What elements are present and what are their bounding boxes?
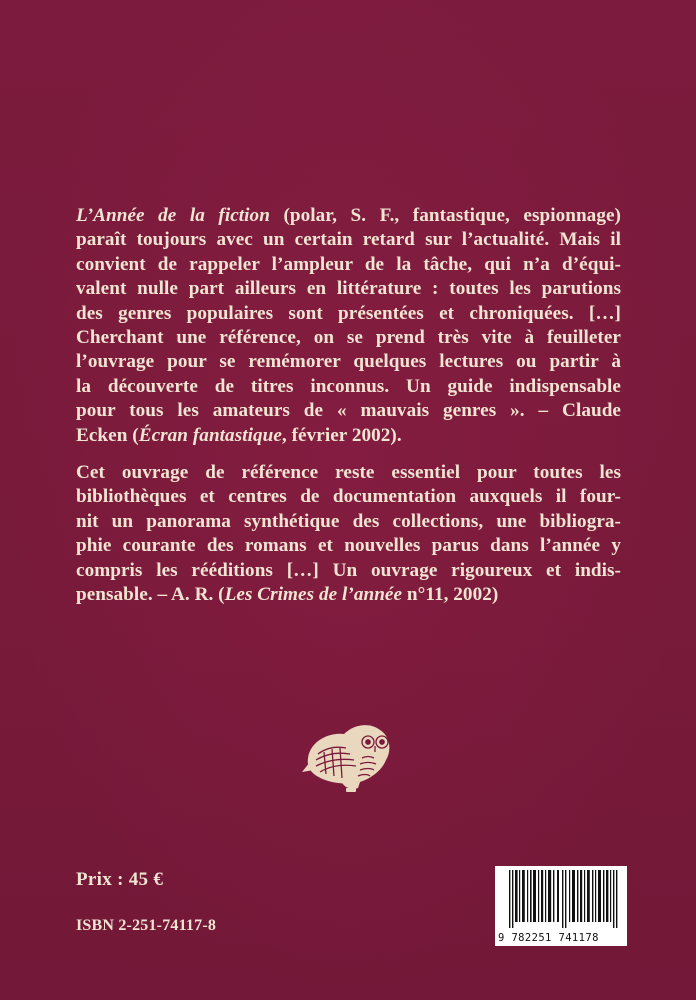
owl-icon <box>300 712 396 796</box>
review2-line: phie courante des romans et nouvelles parus dans l’année y <box>76 535 621 557</box>
review2-attribution: pensable. – A. R. (Les Crimes de l’année n°11, 2002) <box>76 584 499 606</box>
source-title: Les Crimes de l’année <box>224 584 403 606</box>
review1-line: l’ouvrage pour se remémorer quelques lectures ou partir à <box>76 351 621 373</box>
review1-line: L’Année de la fiction (polar, S. F., fantastique, espionnage) <box>76 205 621 226</box>
review2-line: compris les rééditions […] Un ouvrage rigoureux et indis- <box>76 559 621 581</box>
review-quote-crimes-de-l-annee <box>76 461 621 607</box>
review1-line: des genres populaires sont présentées et chroniquées. […] <box>76 302 621 324</box>
isbn-label: ISBN 2-251-74117-8 <box>76 917 217 934</box>
review1-line: paraît toujours avec un certain retard sur l’actualité. Mais il <box>76 229 621 251</box>
price-label: Prix : 45 € <box>76 869 164 890</box>
review1-attribution: Ecken (Écran fantastique, février 2002). <box>76 424 402 446</box>
review-quote-ecran-fantastique <box>76 204 621 448</box>
review1-line: la découverte de titres inconnus. Un guide indispensable <box>76 375 621 397</box>
source-title: Écran fantastique <box>138 424 282 446</box>
review2-line: nit un panorama synthétique des collections, une bibliogra- <box>76 510 621 532</box>
review1-line: Cherchant une référence, on se prend très vite à feuilleter <box>76 327 621 349</box>
review1-line: convient de rappeler l’ampleur de la tâche, qui n’a d’équi- <box>76 253 621 275</box>
barcode-bars <box>509 870 621 928</box>
barcode <box>495 866 627 946</box>
barcode-number: 9 782251 741178 <box>498 932 599 944</box>
review1-line: pour tous les amateurs de « mauvais genres ». – Claude <box>76 400 621 422</box>
review1-line: valent nulle part ailleurs en littérature : toutes les parutions <box>76 278 621 300</box>
book-title: L’Année de la fiction <box>76 205 270 226</box>
owl-emblem <box>300 712 396 796</box>
review2-line: Cet ouvrage de référence reste essentiel pour toutes les <box>76 462 621 483</box>
review2-line: bibliothèques et centres de documentation auxquels il four- <box>76 486 621 508</box>
